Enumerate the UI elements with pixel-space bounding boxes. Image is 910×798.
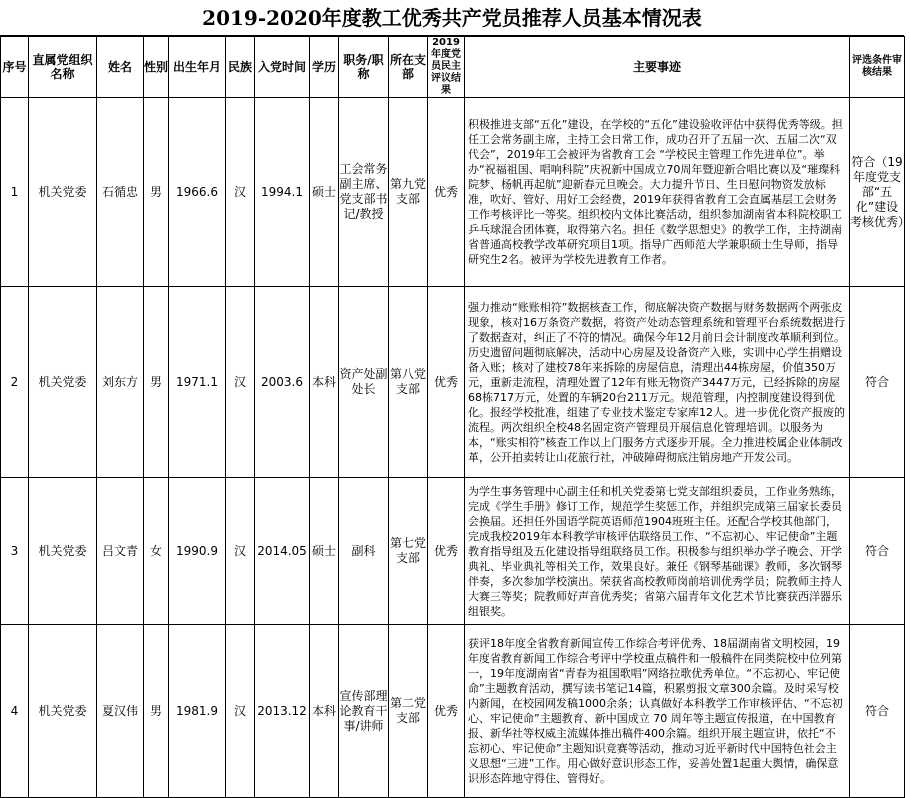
cell-seq: 4	[1, 625, 29, 798]
cell-branch: 第二党支部	[389, 625, 428, 798]
candidate-table	[0, 36, 910, 798]
cell-name: 刘东方	[97, 287, 144, 478]
cell-name: 石循忠	[97, 98, 144, 287]
cell-result: 符合	[850, 625, 905, 798]
cell-result: 符合	[850, 287, 905, 478]
table-row	[1, 478, 905, 625]
cell-name: 夏汉伟	[97, 625, 144, 798]
cell-gender: 男	[144, 98, 169, 287]
cell-birth: 1966.6	[169, 98, 226, 287]
header-seq: 序号	[1, 37, 29, 98]
cell-deeds: 获评18年度全省教育新闻宣传工作综合考评优秀、18届湖南省文明校园，19年度省教育新闻工作综合考评中学校重点稿件和一般稿件在同类院校中位列第一，19年度湖南省“青春为祖国歌唱”网络拉歌优秀单位。“不忘初心、牢记使命”主题教育活动，撰写读书笔记14篇，积累剪报文章300余篇。及时采写校内新闻，在校园网发稿1000余条；认真做好本科教学工作审核评估、“不忘初心、牢记使命”主题教育、新中国成立 70 周年等主题宣传报道，在中国教育报、新华社等权威主流媒体推出稿件400余篇。组织开展主题宣讲，依托“不忘初心、牢记使命”主题知识竞赛等活动，推动习近平新时代中国特色社会主义思想“三进”工作。用心做好意识形态工作，妥善处置1起重大舆情，确保意识形态阵地守得住、管得好。	[465, 625, 850, 798]
cell-ethnicity: 汉	[226, 625, 255, 798]
cell-evaluation: 优秀	[428, 478, 465, 625]
cell-deeds: 积极推进支部“五化”建设，在学校的“五化”建设验收评估中获得优秀等级。担任工会常务副主席，主持工会日常工作，成功召开了五届一次、五届二次“双代会”，2019年工会被评为省教育工会 “学校民主管理工作先进单位”。举办“祝福祖国、唱响科院”庆祝新中国成立70周年暨迎新合唱比赛以及“璀璨科院梦、杨帆再起航”迎新春元旦晚会。大力提升节日、生日慰问物资发放标准，吹好、管好、用好工会经费，2019年获得省教育工会直属基层工会财务工作考核评比一等奖。组织校内文体比赛活动，组织参加湖南省本科院校职工乒乓球混合团体赛，取得第六名。担任《数学思想史》的教学工作，主持湖南省普通高校教学改革研究项目1项。指导广西师范大学兼职硕士生导师，指导研究生2名。被评为学校先进教育工作者。	[465, 98, 850, 287]
table-row	[1, 98, 905, 287]
cell-birth: 1981.9	[169, 625, 226, 798]
cell-position: 副科	[339, 478, 389, 625]
table-row	[1, 287, 905, 478]
cell-evaluation: 优秀	[428, 287, 465, 478]
cell-education: 硕士	[310, 98, 339, 287]
cell-join-party: 2014.05	[255, 478, 310, 625]
header-gender: 性别	[144, 37, 169, 98]
cell-education: 硕士	[310, 478, 339, 625]
header-birth: 出生年月	[169, 37, 226, 98]
cell-org: 机关党委	[29, 287, 97, 478]
cell-education: 本科	[310, 287, 339, 478]
cell-evaluation: 优秀	[428, 98, 465, 287]
cell-position: 资产处副处长	[339, 287, 389, 478]
cell-education: 本科	[310, 625, 339, 798]
cell-name: 吕文青	[97, 478, 144, 625]
cell-gender: 女	[144, 478, 169, 625]
header-education: 学历	[310, 37, 339, 98]
header-evaluation: 2019年度党员民主评议结果	[428, 37, 465, 98]
cell-deeds: 为学生事务管理中心副主任和机关党委第七党支部组织委员，工作业务熟练，完成《学生手册》修订工作，规范学生奖惩工作，并组织完成第三届家长委员会换届。还担任外国语学院英语师范1904班班主任。还配合学校其他部门，完成我校2019年本科教学审核评估联络员工作、“不忘初心、牢记使命”主题教育指导组及五化建设指导组联络员工作。积极参与组织举办学子晚会、开学典礼、毕业典礼等相关工作，效果良好。兼任《钢琴基础课》教师，多次钢琴伴奏，多次参加学校演出。荣获省高校教师岗前培训优秀学员；院教师主持人大赛三等奖；院教师好声音优秀奖；省第六届青年文化艺术节比赛获西洋器乐组银奖。	[465, 478, 850, 625]
cell-birth: 1990.9	[169, 478, 226, 625]
header-join-party: 入党时间	[255, 37, 310, 98]
cell-deeds: 强力推动“账账相符”数据核查工作，彻底解决资产数据与财务数据两个两张皮现象，核对16万条资产数据，将资产处动态管理系统和管理平台系统数据进行了数据查对，纠正了不符的情况。确保今年12月前日会计制度改革顺利到位。历史遗留问题彻底解决，活动中心房屋及设备资产入账，实训中心学生捐赠设备入账；核对了建校78年来拆除的房屋信息，清理出44栋房屋，价值350万元，重新走流程，清理处置了12年有账无物资产3447万元，已经拆除的房屋68栋717万元，处置的车辆20台211万元。规范管理，内控制度建设得到优化。报经学校批准，组建了专业技术鉴定专家库12人。进一步优化资产报废的流程。两次组织全校48名固定资产管理员开展信息化管理培训。以服务为本，“账实相符”核查工作以上门服务方式逐步开展。全力推进校属企业体制改革，公开拍卖转让山花旅行社，冲破障碍彻底注销房地产开发公司。	[465, 287, 850, 478]
cell-branch: 第七党支部	[389, 478, 428, 625]
cell-birth: 1971.1	[169, 287, 226, 478]
cell-ethnicity: 汉	[226, 98, 255, 287]
header-result: 评选条件审核结果	[850, 37, 905, 98]
cell-branch: 第八党支部	[389, 287, 428, 478]
cell-evaluation: 优秀	[428, 625, 465, 798]
cell-result: 符合（19年度党支部“五化”建设考核优秀）	[850, 98, 905, 287]
cell-position: 宣传部理论教育干事/讲师	[339, 625, 389, 798]
cell-org: 机关党委	[29, 478, 97, 625]
header-ethnicity: 民族	[226, 37, 255, 98]
header-branch: 所在支部	[389, 37, 428, 98]
cell-gender: 男	[144, 287, 169, 478]
cell-join-party: 2003.6	[255, 287, 310, 478]
table-title: 2019-2020年度教工优秀共产党员推荐人员基本情况表	[0, 0, 904, 36]
cell-seq: 2	[1, 287, 29, 478]
cell-branch: 第九党支部	[389, 98, 428, 287]
header-row	[1, 37, 905, 98]
cell-seq: 1	[1, 98, 29, 287]
cell-ethnicity: 汉	[226, 478, 255, 625]
header-name: 姓名	[97, 37, 144, 98]
cell-org: 机关党委	[29, 625, 97, 798]
cell-gender: 男	[144, 625, 169, 798]
table-row	[1, 625, 905, 798]
header-org: 直属党组织名称	[29, 37, 97, 98]
cell-result: 符合	[850, 478, 905, 625]
cell-org: 机关党委	[29, 98, 97, 287]
cell-join-party: 2013.12	[255, 625, 310, 798]
cell-position: 工会常务副主席、党支部书记/教授	[339, 98, 389, 287]
header-position: 职务/职称	[339, 37, 389, 98]
cell-seq: 3	[1, 478, 29, 625]
cell-ethnicity: 汉	[226, 287, 255, 478]
cell-join-party: 1994.1	[255, 98, 310, 287]
header-deeds: 主要事迹	[465, 37, 850, 98]
